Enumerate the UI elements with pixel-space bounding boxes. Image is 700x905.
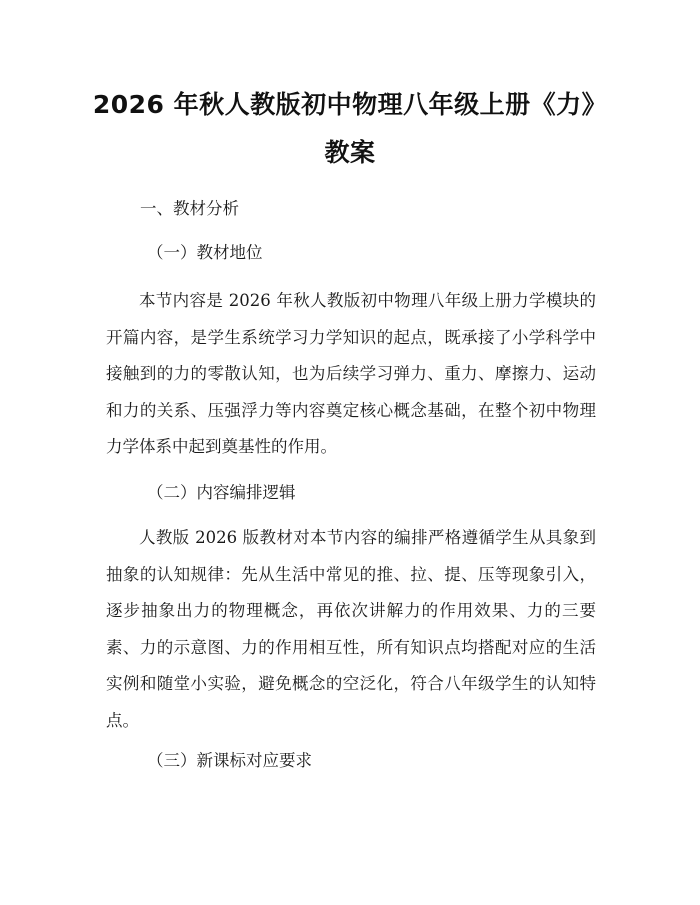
paragraph-textbook-position: 本节内容是 2026 年秋人教版初中物理八年级上册力学模块的开篇内容，是学生系统学习力学知识的起点，既承接了小学科学中接触到的力的零散认知，也为后续学习弹力、重力、摩擦力、运动和力的关系、压强浮力等内容奠定核心概念基础，在整个初中物理力学体系中起到奠基性的作用。 (106, 291, 596, 456)
subsection-heading-textbook-position: （一）教材地位 (147, 243, 263, 262)
document-title-line-2: 教案 (324, 138, 376, 167)
document-title-line-1: 2026 年秋人教版初中物理八年级上册《力》 (92, 90, 608, 119)
paragraph-content-logic: 人教版 2026 版教材对本节内容的编排严格遵循学生从具象到抽象的认知规律：先从生活中常见的推、拉、提、压等现象引入，逐步抽象出力的物理概念，再依次讲解力的作用效果、力的三要素、力的示意图、力的作用相互性，所有知识点均搭配对应的生活实例和随堂小实验，避免概念的空泛化，符合八年级学生的认知特点。 (106, 528, 596, 730)
subsection-heading-curriculum-requirements: （三）新课标对应要求 (147, 751, 312, 770)
subsection-heading-content-logic: （二）内容编排逻辑 (147, 483, 296, 502)
section-heading-textbook-analysis: 一、教材分析 (140, 199, 239, 218)
